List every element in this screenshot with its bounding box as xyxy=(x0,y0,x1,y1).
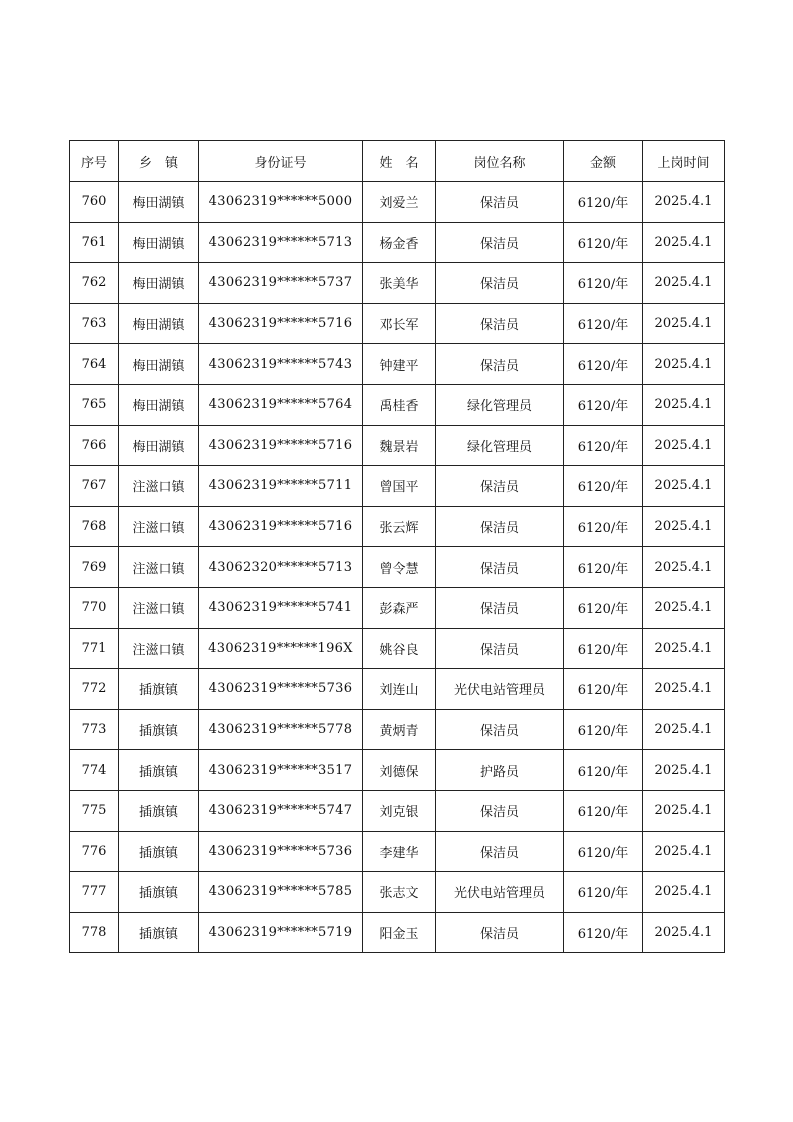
cell-town: 梅田湖镇 xyxy=(119,425,199,466)
cell-post: 保洁员 xyxy=(436,587,564,628)
cell-name: 黄炳青 xyxy=(363,709,436,750)
cell-seq: 772 xyxy=(70,669,119,710)
table-row xyxy=(70,669,725,710)
cell-id-number: 43062319******5737 xyxy=(199,263,363,304)
table-row xyxy=(70,790,725,831)
cell-start-date: 2025.4.1 xyxy=(643,790,725,831)
cell-amount: 6120/年 xyxy=(564,466,643,507)
cell-post: 绿化管理员 xyxy=(436,425,564,466)
cell-amount: 6120/年 xyxy=(564,222,643,263)
cell-post: 保洁员 xyxy=(436,344,564,385)
cell-town: 梅田湖镇 xyxy=(119,263,199,304)
cell-id-number: 43062319******5000 xyxy=(199,182,363,223)
cell-id-number: 43062319******5778 xyxy=(199,709,363,750)
cell-name: 邓长军 xyxy=(363,303,436,344)
cell-seq: 761 xyxy=(70,222,119,263)
cell-name: 彭森严 xyxy=(363,587,436,628)
cell-name: 刘克银 xyxy=(363,790,436,831)
cell-amount: 6120/年 xyxy=(564,587,643,628)
table-row xyxy=(70,587,725,628)
cell-town: 注滋口镇 xyxy=(119,466,199,507)
cell-start-date: 2025.4.1 xyxy=(643,750,725,791)
cell-name: 曾国平 xyxy=(363,466,436,507)
cell-post: 保洁员 xyxy=(436,182,564,223)
cell-id-number: 43062319******5743 xyxy=(199,344,363,385)
table-row xyxy=(70,547,725,588)
cell-seq: 765 xyxy=(70,384,119,425)
cell-name: 钟建平 xyxy=(363,344,436,385)
cell-name: 张志文 xyxy=(363,872,436,913)
cell-amount: 6120/年 xyxy=(564,384,643,425)
cell-amount: 6120/年 xyxy=(564,669,643,710)
cell-seq: 777 xyxy=(70,872,119,913)
cell-town: 插旗镇 xyxy=(119,669,199,710)
cell-seq: 760 xyxy=(70,182,119,223)
cell-post: 保洁员 xyxy=(436,466,564,507)
cell-id-number: 43062319******5747 xyxy=(199,790,363,831)
cell-id-number: 43062319******5716 xyxy=(199,303,363,344)
cell-town: 梅田湖镇 xyxy=(119,182,199,223)
cell-amount: 6120/年 xyxy=(564,182,643,223)
roster-table xyxy=(69,140,725,953)
table-row xyxy=(70,222,725,263)
cell-town: 梅田湖镇 xyxy=(119,344,199,385)
cell-post: 绿化管理员 xyxy=(436,384,564,425)
cell-amount: 6120/年 xyxy=(564,790,643,831)
cell-town: 插旗镇 xyxy=(119,831,199,872)
cell-start-date: 2025.4.1 xyxy=(643,466,725,507)
cell-id-number: 43062319******5736 xyxy=(199,669,363,710)
cell-start-date: 2025.4.1 xyxy=(643,628,725,669)
cell-start-date: 2025.4.1 xyxy=(643,384,725,425)
cell-name: 禹桂香 xyxy=(363,384,436,425)
header-id-number: 身份证号 xyxy=(199,141,363,182)
cell-town: 插旗镇 xyxy=(119,709,199,750)
cell-town: 插旗镇 xyxy=(119,872,199,913)
cell-name: 刘德保 xyxy=(363,750,436,791)
cell-post: 保洁员 xyxy=(436,263,564,304)
cell-name: 李建华 xyxy=(363,831,436,872)
cell-town: 注滋口镇 xyxy=(119,547,199,588)
cell-id-number: 43062319******5713 xyxy=(199,222,363,263)
cell-town: 注滋口镇 xyxy=(119,587,199,628)
cell-name: 魏景岩 xyxy=(363,425,436,466)
cell-town: 梅田湖镇 xyxy=(119,222,199,263)
table-row xyxy=(70,303,725,344)
cell-start-date: 2025.4.1 xyxy=(643,587,725,628)
cell-start-date: 2025.4.1 xyxy=(643,669,725,710)
cell-start-date: 2025.4.1 xyxy=(643,831,725,872)
cell-id-number: 43062320******5713 xyxy=(199,547,363,588)
cell-id-number: 43062319******5736 xyxy=(199,831,363,872)
cell-name: 张云辉 xyxy=(363,506,436,547)
table-row xyxy=(70,709,725,750)
cell-id-number: 43062319******5719 xyxy=(199,912,363,953)
cell-start-date: 2025.4.1 xyxy=(643,872,725,913)
cell-post: 保洁员 xyxy=(436,547,564,588)
cell-name: 张美华 xyxy=(363,263,436,304)
cell-id-number: 43062319******3517 xyxy=(199,750,363,791)
cell-town: 梅田湖镇 xyxy=(119,303,199,344)
cell-amount: 6120/年 xyxy=(564,831,643,872)
table-row xyxy=(70,344,725,385)
cell-amount: 6120/年 xyxy=(564,506,643,547)
cell-post: 保洁员 xyxy=(436,506,564,547)
cell-seq: 763 xyxy=(70,303,119,344)
cell-seq: 776 xyxy=(70,831,119,872)
cell-amount: 6120/年 xyxy=(564,263,643,304)
cell-town: 插旗镇 xyxy=(119,750,199,791)
table-row xyxy=(70,506,725,547)
cell-seq: 770 xyxy=(70,587,119,628)
table-row xyxy=(70,182,725,223)
cell-amount: 6120/年 xyxy=(564,547,643,588)
cell-start-date: 2025.4.1 xyxy=(643,425,725,466)
cell-seq: 778 xyxy=(70,912,119,953)
cell-town: 插旗镇 xyxy=(119,912,199,953)
cell-name: 杨金香 xyxy=(363,222,436,263)
cell-name: 阳金玉 xyxy=(363,912,436,953)
cell-post: 保洁员 xyxy=(436,303,564,344)
cell-seq: 768 xyxy=(70,506,119,547)
cell-seq: 771 xyxy=(70,628,119,669)
cell-start-date: 2025.4.1 xyxy=(643,182,725,223)
cell-name: 刘连山 xyxy=(363,669,436,710)
table-row xyxy=(70,384,725,425)
table-row xyxy=(70,831,725,872)
cell-town: 插旗镇 xyxy=(119,790,199,831)
cell-id-number: 43062319******5716 xyxy=(199,506,363,547)
cell-town: 注滋口镇 xyxy=(119,506,199,547)
cell-id-number: 43062319******5785 xyxy=(199,872,363,913)
cell-seq: 766 xyxy=(70,425,119,466)
cell-start-date: 2025.4.1 xyxy=(643,709,725,750)
cell-town: 梅田湖镇 xyxy=(119,384,199,425)
cell-post: 光伏电站管理员 xyxy=(436,872,564,913)
header-row xyxy=(70,141,725,182)
cell-seq: 774 xyxy=(70,750,119,791)
cell-amount: 6120/年 xyxy=(564,628,643,669)
cell-seq: 764 xyxy=(70,344,119,385)
cell-amount: 6120/年 xyxy=(564,750,643,791)
cell-id-number: 43062319******5716 xyxy=(199,425,363,466)
cell-town: 注滋口镇 xyxy=(119,628,199,669)
table-row xyxy=(70,750,725,791)
table-row xyxy=(70,912,725,953)
header-amount: 金额 xyxy=(564,141,643,182)
cell-start-date: 2025.4.1 xyxy=(643,547,725,588)
cell-name: 姚谷良 xyxy=(363,628,436,669)
cell-post: 保洁员 xyxy=(436,222,564,263)
cell-post: 保洁员 xyxy=(436,790,564,831)
cell-post: 光伏电站管理员 xyxy=(436,669,564,710)
cell-name: 曾令慧 xyxy=(363,547,436,588)
table-row xyxy=(70,263,725,304)
cell-post: 护路员 xyxy=(436,750,564,791)
cell-amount: 6120/年 xyxy=(564,709,643,750)
cell-post: 保洁员 xyxy=(436,831,564,872)
table-row xyxy=(70,628,725,669)
cell-start-date: 2025.4.1 xyxy=(643,222,725,263)
cell-name: 刘爱兰 xyxy=(363,182,436,223)
cell-post: 保洁员 xyxy=(436,709,564,750)
cell-id-number: 43062319******5711 xyxy=(199,466,363,507)
cell-start-date: 2025.4.1 xyxy=(643,344,725,385)
table-row xyxy=(70,425,725,466)
header-town: 乡 镇 xyxy=(119,141,199,182)
cell-amount: 6120/年 xyxy=(564,425,643,466)
cell-id-number: 43062319******5764 xyxy=(199,384,363,425)
table-row xyxy=(70,872,725,913)
header-seq: 序号 xyxy=(70,141,119,182)
cell-seq: 767 xyxy=(70,466,119,507)
cell-start-date: 2025.4.1 xyxy=(643,263,725,304)
cell-amount: 6120/年 xyxy=(564,344,643,385)
cell-amount: 6120/年 xyxy=(564,872,643,913)
cell-post: 保洁员 xyxy=(436,912,564,953)
cell-start-date: 2025.4.1 xyxy=(643,303,725,344)
header-post: 岗位名称 xyxy=(436,141,564,182)
table-body xyxy=(70,182,725,953)
cell-post: 保洁员 xyxy=(436,628,564,669)
table-header xyxy=(70,141,725,182)
cell-seq: 769 xyxy=(70,547,119,588)
cell-amount: 6120/年 xyxy=(564,912,643,953)
cell-start-date: 2025.4.1 xyxy=(643,506,725,547)
cell-start-date: 2025.4.1 xyxy=(643,912,725,953)
cell-seq: 762 xyxy=(70,263,119,304)
cell-id-number: 43062319******5741 xyxy=(199,587,363,628)
cell-seq: 775 xyxy=(70,790,119,831)
header-name: 姓 名 xyxy=(363,141,436,182)
header-start-date: 上岗时间 xyxy=(643,141,725,182)
table-row xyxy=(70,466,725,507)
cell-id-number: 43062319******196X xyxy=(199,628,363,669)
cell-amount: 6120/年 xyxy=(564,303,643,344)
cell-seq: 773 xyxy=(70,709,119,750)
